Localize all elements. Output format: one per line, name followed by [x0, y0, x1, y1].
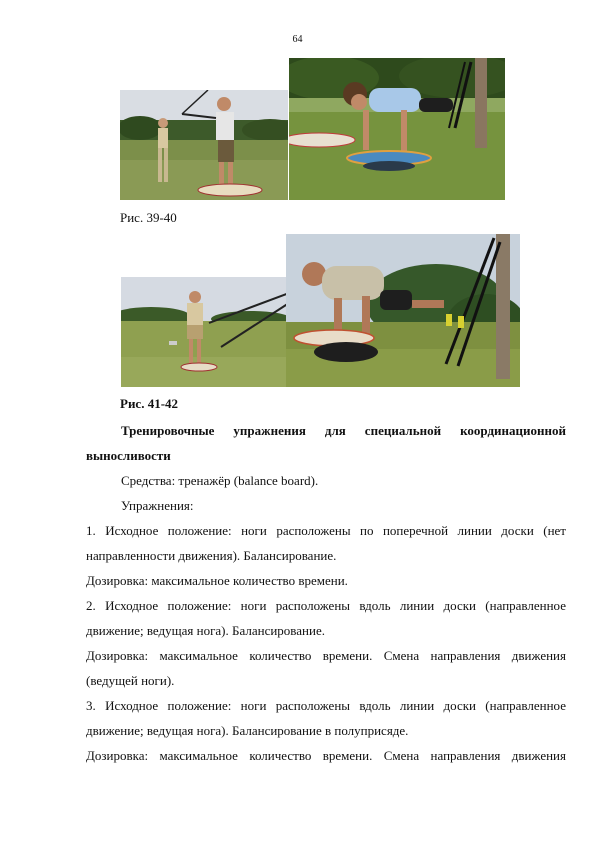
dosage-1: Дозировка: максимальное количество времени.	[86, 573, 348, 588]
figure-caption-39-40: Рис. 39-40	[120, 210, 177, 225]
section-text	[86, 418, 566, 768]
photo-fig-42	[286, 234, 520, 387]
photo-fig-39	[120, 90, 288, 200]
exercise-2-line1: 2. Исходное положение: ноги расположены вдоль линии доски (направленное	[86, 598, 566, 613]
photo-fig-41	[121, 277, 289, 387]
dosage-2-line1: Дозировка: максимальное количество времени. Смена направления движения	[86, 648, 566, 663]
section-heading-line1: Тренировочные упражнения для специальной координационной	[121, 423, 566, 438]
exercise-3-line1: 3. Исходное положение: ноги расположены вдоль линии доски (направленное	[86, 698, 566, 713]
exercise-3-line2: движение; ведущая нога). Балансирование в полуприсяде.	[86, 723, 409, 738]
dosage-3-line1: Дозировка: максимальное количество времени. Смена направления движения	[86, 748, 566, 763]
exercise-2-line2: движение; ведущая нога). Балансирование.	[86, 623, 325, 638]
exercise-1-line1: 1. Исходное положение: ноги расположены по поперечной линии доски (нет	[86, 523, 566, 538]
section-heading	[86, 418, 566, 443]
dosage-2-line2: (ведущей ноги).	[86, 673, 175, 688]
exercise-1-line2: направленности движения). Балансирование.	[86, 548, 337, 563]
exercises-label: Упражнения:	[121, 498, 194, 513]
figure-caption-41-42: Рис. 41-42	[120, 396, 179, 411]
section-heading-line2: выносливости	[86, 448, 171, 463]
photo-fig-40	[289, 58, 505, 200]
means-line: Средства: тренажёр (balance board).	[121, 473, 319, 488]
page-number: 64	[292, 34, 303, 45]
